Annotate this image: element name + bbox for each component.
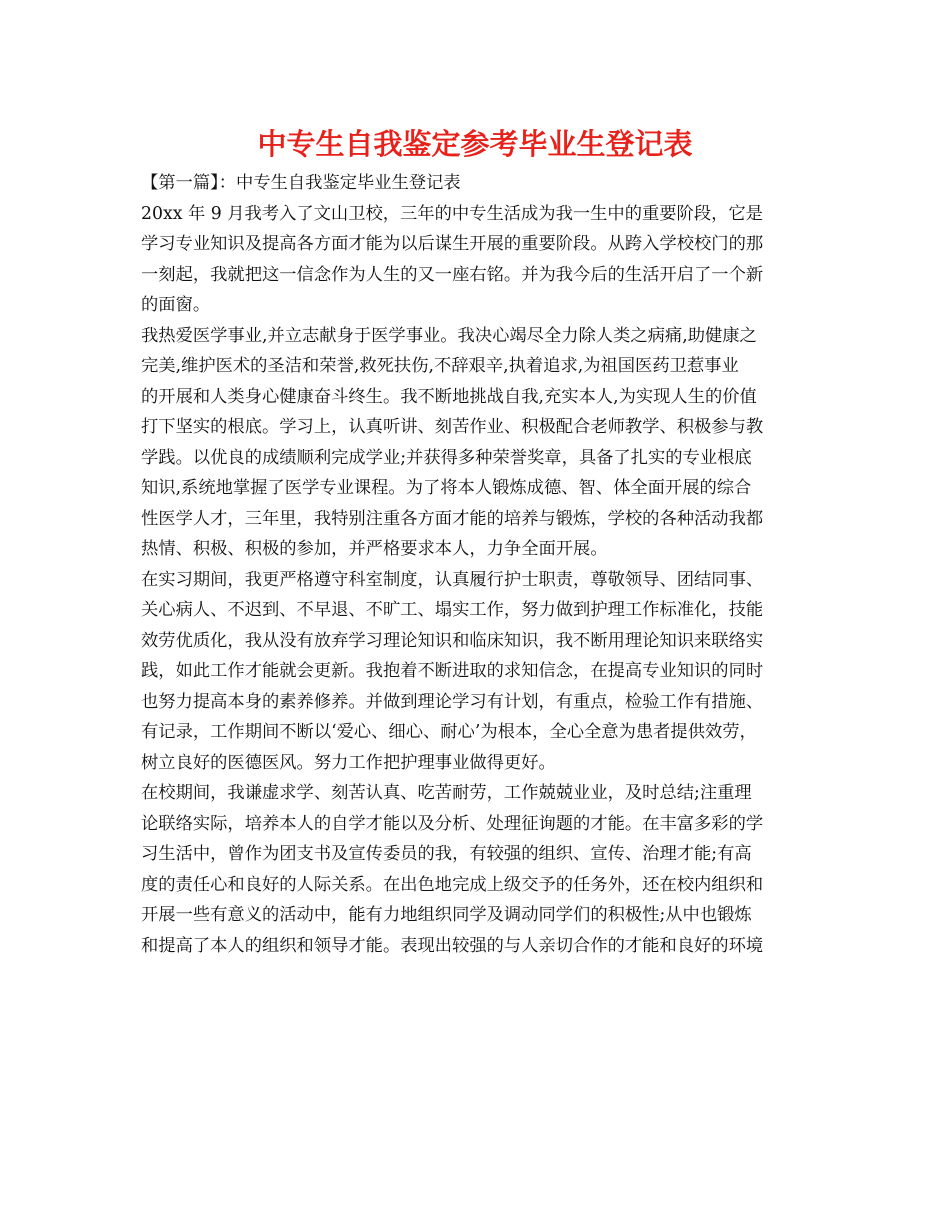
paragraph <box>141 321 831 565</box>
text-line: 打下坚实的根底。学习上，认真听讲、刻苦作业、积极配合老师教学、积极参与教 <box>141 417 764 437</box>
paragraph <box>141 565 831 779</box>
text-line: 知识,系统地掌握了医学专业课程。为了将本人锻炼成德、智、体全面开展的综合 <box>141 478 752 498</box>
text-line: 我热爱医学事业,并立志献身于医学事业。我决心竭尽全力除人类之病痛,助健康之 <box>141 325 757 346</box>
text-line: 有记录，工作期间不断以‘爱心、细心、耐心’为根本，全心全意为患者提供效劳， <box>141 722 757 742</box>
document-body <box>141 168 831 961</box>
text-line: 践，如此工作才能就会更新。我抱着不断进取的求知信念，在提高专业知识的同时 <box>141 661 764 681</box>
text-line: 开展一些有意义的活动中，能有力地组织同学及调动同学们的积极性;从中也锻炼 <box>141 905 752 925</box>
text-line: 的开展和人类身心健康奋斗终生。我不断地挑战自我,充实本人,为实现人生的价值 <box>141 386 757 407</box>
document-title: 中专生自我鉴定参考毕业生登记表 <box>257 127 693 161</box>
text-line: 完美,维护医术的圣洁和荣誉,救死扶伤,不辞艰辛,执着追求,为祖国医药卫惹事业 <box>141 356 739 376</box>
text-line: 度的责任心和良好的人际关系。在出色地完成上级交予的任务外，还在校内组织和 <box>141 874 764 895</box>
text-line: 热情、积极、积极的参加，并严格要求本人，力争全面开展。 <box>141 539 608 559</box>
text-line: 和提高了本人的组织和领导才能。表现出较强的与人亲切合作的才能和良好的环境 <box>141 935 764 956</box>
text-line: 性医学人才，三年里，我特别注重各方面才能的培养与锻炼，学校的各种活动我都 <box>141 508 764 529</box>
text-line: 的面窗。 <box>141 295 211 315</box>
text-line: 论联络实际，培养本人的自学才能以及分析、处理征询题的才能。在丰富多彩的学 <box>141 813 764 834</box>
text-line: 学践。以优良的成绩顺利完成学业;并获得多种荣誉奖章，具备了扎实的专业根底 <box>141 447 752 468</box>
text-line: 学习专业知识及提高各方面才能为以后谋生开展的重要阶段。从跨入学校校门的那 <box>141 234 764 254</box>
text-line: 一刻起，我就把这一信念作为人生的又一座右铭。并为我今后的生活开启了一个新 <box>141 264 764 285</box>
section-heading: 【第一篇】：中专生自我鉴定毕业生登记表 <box>141 173 461 193</box>
text-line: 在校期间，我谦虚求学、刻苦认真、吃苦耐劳，工作兢兢业业，及时总结;注重理 <box>141 783 752 803</box>
text-line: 关心病人、不迟到、不早退、不旷工、塌实工作，努力做到护理工作标准化，技能 <box>141 600 764 620</box>
text-line: 在实习期间，我更严格遵守科室制度，认真履行护士职责，尊敬领导、团结同事、 <box>141 569 764 590</box>
paragraph <box>141 199 831 321</box>
text-line: 也努力提高本身的素养修养。并做到理论学习有计划，有重点，检验工作有措施、 <box>141 691 764 712</box>
text-line: 效劳优质化，我从没有放弃学习理论知识和临床知识，我不断用理论知识来联络实 <box>141 630 764 651</box>
text-line: 20xx 年 9 月我考入了文山卫校，三年的中专生活成为我一生中的重要阶段，它是 <box>141 203 763 224</box>
text-line: 树立良好的医德医风。努力工作把护理事业做得更好。 <box>141 752 556 773</box>
text-line: 习生活中，曾作为团支书及宣传委员的我，有较强的组织、宣传、治理才能;有高 <box>141 844 752 864</box>
paragraph <box>141 778 831 961</box>
